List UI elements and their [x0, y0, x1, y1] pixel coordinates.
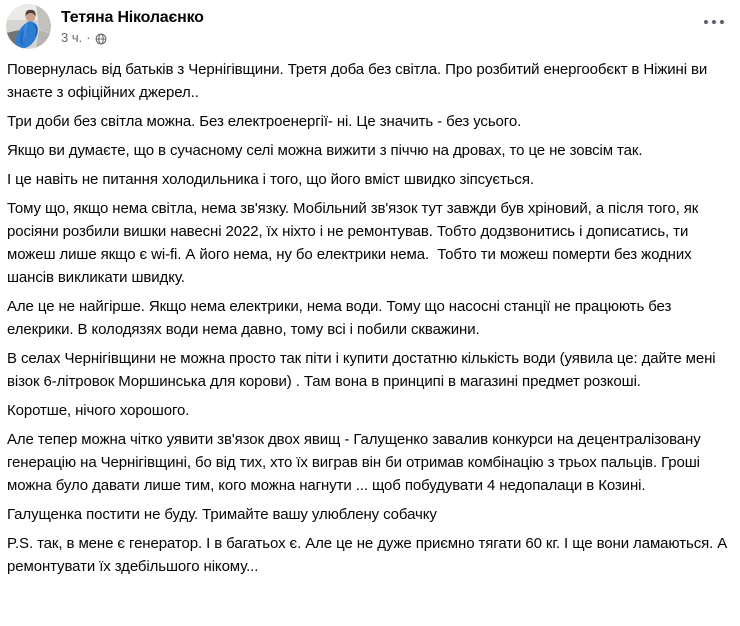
post-meta [61, 30, 204, 46]
avatar-image [6, 4, 51, 49]
post-paragraph: P.S. так, в мене є генератор. І в багатьох є. Але це не дуже приємно тягати 60 кг. І ще вони ламаються. А ремонтувати їх здебільшого нікому... [7, 535, 732, 575]
post-paragraph: Але це не найгірше. Якщо нема електрики, нема води. Тому що насосні станції не працюють без елекрики. В колодязях води нема давно, тому всі і побили скважини. [7, 298, 676, 338]
post-paragraph: Коротше, нічого хорошого. [7, 402, 190, 419]
post-paragraph: Повернулась від батьків з Чернігівщини. Третя доба без світла. Про розбитий енергообєкт в Ніжині ви знаєте з офіційних джерел.. [7, 61, 712, 101]
post-paragraph: Три доби без світла можна. Без електроенергії- ні. Це значить - без усього. [7, 113, 522, 130]
post-paragraph: І це навіть не питання холодильника і того, що його вміст швидко зіпсується. [7, 171, 534, 188]
timestamp[interactable]: 3 ч. [61, 30, 83, 45]
post-paragraph: Якщо ви думаєте, що в сучасному селі можна вижити з піччю на дровах, то це не зовсім так. [7, 142, 643, 159]
post-paragraph: Галущенка постити не буду. Тримайте вашу улюблену собачку [7, 506, 437, 523]
three-dots-icon [703, 19, 725, 25]
author-name[interactable]: Тетяна Ніколаєнко [61, 9, 204, 26]
post-paragraph: Тому що, якщо нема світла, нема зв'язку. Мобільний зв'язок тут завжди був хріновий, а після того, як росіяни розбили вишки навесні 2022, їх ніхто і не ремонтував. Тобто додзвонитись і дописатись, ти можеш лише якщо є wi-fi. А його нема, ну бо електрики нема. Тобто ти можеш померти без жодних шансів викликати швидку. [7, 200, 703, 286]
post-text [0, 49, 740, 578]
post-paragraph: Але тепер можна чітко уявити зв'язок двох явищ - Галущенко завалив конкурси на децентралізовану генерацію на Чернігівщині, бо від тих, хто їх виграв він би отримав комбінацію з трьох пальців. Гроші можна було давати лише тим, кого можна нагнути ... щоб побудувати 4 недопалаци в Козині. [7, 431, 705, 494]
globe-icon [95, 33, 107, 45]
post-paragraph: В селах Чернігівщини не можна просто так піти і купити достатню кількість води (уявила це: дайте мені візок 6-літровок Моршинська для корови) . Там вона в принципі в магазині предмет розкоші. [7, 350, 720, 390]
more-options-button[interactable] [698, 10, 730, 34]
meta-separator: · [86, 30, 91, 45]
post-header-info [61, 4, 204, 46]
post-header [0, 0, 740, 49]
avatar[interactable] [6, 4, 51, 49]
